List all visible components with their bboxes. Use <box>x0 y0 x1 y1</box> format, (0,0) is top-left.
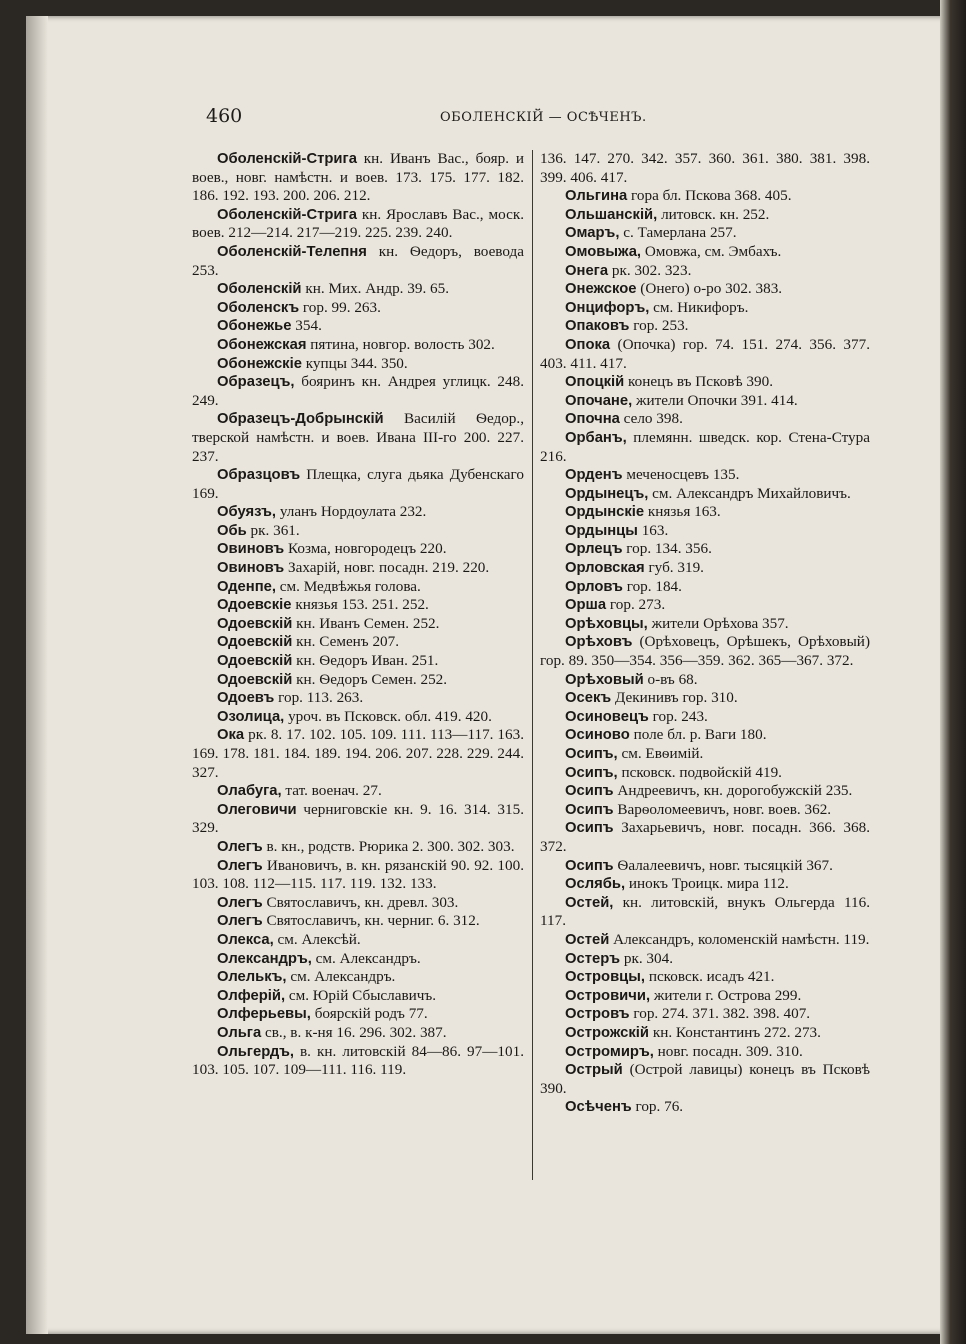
entry-headword: Олександръ, <box>217 950 312 967</box>
entry-text: см. Медвѣжья голова. <box>275 577 421 595</box>
index-entry <box>540 782 870 801</box>
entry-text: черниговскіе кн. 9. 16. 314. 315. 329. <box>192 800 524 837</box>
entry-headword: Оболенскъ <box>217 299 300 316</box>
index-entry <box>192 950 524 969</box>
index-entry <box>540 596 870 615</box>
index-entry <box>540 262 870 281</box>
entry-headword: Одоевскіе <box>217 597 292 614</box>
index-entry <box>192 968 524 987</box>
entry-text: князья 163. <box>644 503 721 521</box>
entry-text: Плещка, слуга дьяка Дубенскаго 169. <box>192 466 524 502</box>
entry-text: рк. 304. <box>620 949 673 967</box>
index-entry <box>540 150 870 187</box>
entry-text: Варѳоломеевичъ, новг. воев. 362. <box>613 800 832 818</box>
entry-text: Козма, новгородецъ 220. <box>284 540 447 558</box>
entry-text: купцы 344. 350. <box>301 354 408 372</box>
entry-headword: Оболенскій-Стрига <box>217 151 357 167</box>
index-entry <box>192 578 524 597</box>
entry-headword: Острый <box>565 1062 623 1079</box>
entry-headword: Овиновъ <box>217 560 285 577</box>
index-entry <box>192 1043 524 1080</box>
entry-headword: Осѣченъ <box>565 1099 632 1116</box>
entry-text: Ивановичъ, в. кн. рязанскій 90. 92. 100. 103. 108. 112—115. 117. 119. 132. 133. <box>192 856 524 893</box>
entry-text: см. Юрій Сбыславичъ. <box>285 986 437 1004</box>
index-entry <box>192 243 524 280</box>
entry-headword: Олферьевы, <box>217 1006 311 1023</box>
index-entry <box>540 875 870 894</box>
entry-headword: Опоцкій <box>565 374 625 391</box>
entry-text: жители Орѣхова 357. <box>647 614 789 632</box>
entry-headword: Обь <box>217 522 247 539</box>
index-entry <box>540 1024 870 1043</box>
entry-text: Захарьевичъ, новг. посадн. 366. 368. 372. <box>540 819 870 855</box>
entry-text: св., в. к-ня 16. 296. 302. 387. <box>261 1023 447 1041</box>
entry-headword: Образцовъ <box>217 467 301 484</box>
index-entry <box>192 801 524 838</box>
entry-text: кн. Ѳедоръ, воевода 253. <box>192 242 524 279</box>
entry-headword: Образецъ, <box>217 374 295 391</box>
entry-text: см. Александръ. <box>311 949 421 967</box>
index-entry <box>192 503 524 522</box>
entry-headword: Ока <box>217 727 245 744</box>
index-entry <box>540 931 870 950</box>
entry-headword: Одоевъ <box>217 690 275 707</box>
index-entry <box>540 633 870 670</box>
entry-text: 354. <box>291 317 322 335</box>
entry-text: рк. 361. <box>246 521 300 539</box>
entry-text: гор. 134. 356. <box>622 540 712 558</box>
entry-text: в. кн., родств. Рюрика 2. 300. 302. 303. <box>262 837 515 855</box>
entry-text: гор. 99. 263. <box>299 298 381 316</box>
entry-text: гор. 76. <box>631 1098 684 1116</box>
entry-text: с. Тамерлана 257. <box>619 224 737 242</box>
entry-headword: Омовыжа, <box>565 243 642 260</box>
index-entry <box>540 764 870 783</box>
entry-headword: Орѣховый <box>565 671 644 688</box>
index-entry <box>192 206 524 243</box>
index-entry <box>192 410 524 466</box>
entry-headword: Одоевскій <box>217 671 293 688</box>
entry-text: литовск. кн. 252. <box>657 205 770 223</box>
entry-text: боярскій родъ 77. <box>310 1005 428 1023</box>
entry-headword: Осиновецъ <box>565 708 649 725</box>
entry-headword: Острожскій <box>565 1024 650 1041</box>
right-column <box>540 150 870 1117</box>
entry-headword: Олферій, <box>217 987 286 1004</box>
entry-text: кн. Иванъ Вас., бояр. и воев., новг. намѣстн. и воев. 173. 175. 177. 182. 186. 192. 193. 200. 206. 212. <box>192 150 524 205</box>
entry-text: Декинивъ гор. 310. <box>611 689 738 707</box>
entry-text: конецъ въ Псковѣ 390. <box>624 373 773 391</box>
book-spine-edge <box>940 0 966 1344</box>
index-entry <box>192 633 524 652</box>
index-entry <box>540 950 870 969</box>
entry-headword: Ослябь, <box>565 876 626 893</box>
entry-headword: Оденпе, <box>217 578 276 595</box>
entry-headword: Олегъ <box>217 913 263 930</box>
entry-text: бояринъ кн. Андрея углицк. 248. 249. <box>192 373 524 409</box>
index-entry <box>192 615 524 634</box>
entry-text: кн. Ѳедоръ Иван. 251. <box>292 652 439 670</box>
entry-headword: Ордынцы <box>565 522 638 539</box>
left-column <box>192 150 524 1080</box>
index-entry <box>540 522 870 541</box>
entry-headword: Осиново <box>565 727 630 744</box>
entry-headword: Ольшанскій, <box>565 206 658 223</box>
entry-headword: Остей <box>565 931 610 948</box>
entry-text: село 398. <box>619 410 683 428</box>
index-entry <box>540 857 870 876</box>
entry-text: меченосцевъ 135. <box>622 466 740 484</box>
entry-headword: Осипъ, <box>565 764 618 781</box>
running-head: ОБОЛЕНСКІЙ — ОСѢЧЕНЪ. <box>440 110 647 125</box>
index-entry <box>192 466 524 503</box>
entry-text: гор. 253. <box>629 317 689 335</box>
index-entry <box>192 355 524 374</box>
index-entry <box>540 373 870 392</box>
index-entry <box>192 782 524 801</box>
entry-text: жители г. Острова 299. <box>650 986 802 1004</box>
entry-headword: Орловская <box>565 560 645 577</box>
index-entry <box>192 689 524 708</box>
index-entry <box>540 485 870 504</box>
entry-text: Ѳалалеевичъ, новг. тысяцкій 367. <box>613 856 833 874</box>
entry-text: Александръ, коломенскій намѣстн. 119. <box>609 930 870 948</box>
entry-text: кн. Иванъ Семен. 252. <box>292 614 440 632</box>
index-entry <box>540 540 870 559</box>
entry-text: гор. 273. <box>606 596 666 614</box>
entry-headword: Онцифоръ, <box>565 299 650 316</box>
entry-headword: Остей, <box>565 894 614 911</box>
entry-headword: Ольгердъ, <box>217 1043 294 1060</box>
index-entry <box>540 1043 870 1062</box>
entry-headword: Орденъ <box>565 467 623 484</box>
entry-headword: Олабуга, <box>217 783 282 800</box>
entry-headword: Одоевскій <box>217 634 293 651</box>
entry-headword: Олегъ <box>217 838 263 855</box>
index-entry <box>192 708 524 727</box>
index-entry <box>540 801 870 820</box>
entry-headword: Оболенскій-Стрига <box>217 206 357 223</box>
index-entry <box>540 206 870 225</box>
entry-text: гор. 113. 263. <box>274 689 364 707</box>
index-entry <box>540 689 870 708</box>
index-entry <box>540 187 870 206</box>
index-entry <box>192 652 524 671</box>
entry-headword: Онега <box>565 262 609 279</box>
entry-headword: Обонежская <box>217 336 307 353</box>
index-entry <box>192 280 524 299</box>
entry-headword: Ольгина <box>565 188 628 205</box>
entry-text: (Острой лавицы) конецъ въ Псковѣ 390. <box>540 1061 870 1097</box>
entry-text: кн. Ярославъ Вас., моск. воев. 212—214. 217—219. 225. 239. 240. <box>192 205 524 242</box>
index-entry <box>192 373 524 410</box>
entry-text: пятина, новгор. волость 302. <box>306 335 495 353</box>
entry-text: (Онего) о-ро 302. 383. <box>636 280 783 298</box>
entry-text: инокъ Троицк. мира 112. <box>625 875 789 893</box>
index-entry <box>540 224 870 243</box>
entry-headword: Орша <box>565 597 607 614</box>
entry-headword: Осипъ <box>565 820 614 837</box>
entry-headword: Орбанъ, <box>565 429 627 446</box>
entry-headword: Опаковъ <box>565 318 630 335</box>
entry-text: новг. посадн. 309. 310. <box>653 1042 803 1060</box>
entry-headword: Онежское <box>565 281 637 298</box>
index-entry <box>540 429 870 466</box>
entry-headword: Опочане, <box>565 392 633 409</box>
entry-text: князья 153. 251. 252. <box>291 596 429 614</box>
index-entry <box>192 894 524 913</box>
entry-headword: Опочна <box>565 411 620 428</box>
index-entry <box>192 1024 524 1043</box>
index-entry <box>540 578 870 597</box>
entry-text: см. Евѳимій. <box>617 745 704 762</box>
entry-headword: Олекса, <box>217 931 274 948</box>
entry-text: см. Александръ Михайловичъ. <box>648 484 851 502</box>
index-entry <box>192 912 524 931</box>
entry-headword: Остромиръ, <box>565 1043 654 1060</box>
entry-headword: Оболенскій-Телепня <box>217 243 367 260</box>
entry-headword: Ордынскіе <box>565 504 645 521</box>
index-entry <box>192 559 524 578</box>
index-entry <box>192 838 524 857</box>
index-entry <box>192 596 524 615</box>
entry-text: кн. Ѳедоръ Семен. 252. <box>292 670 448 688</box>
index-entry <box>192 726 524 782</box>
entry-text: поле бл. р. Ваги 180. <box>629 726 767 744</box>
index-entry <box>540 1005 870 1024</box>
entry-text: гор. 274. 371. 382. 398. 407. <box>629 1005 811 1023</box>
index-entry <box>192 671 524 690</box>
entry-headword: Обонежье <box>217 318 292 335</box>
entry-text: см. Алексѣй. <box>273 930 361 948</box>
index-entry <box>540 410 870 429</box>
entry-text: псковск. подвойскій 419. <box>617 763 782 781</box>
entry-headword: Олелькъ, <box>217 969 287 986</box>
entry-headword: Обонежскіе <box>217 355 302 372</box>
index-entry <box>540 745 870 764</box>
entry-text: псковск. исадъ 421. <box>645 968 775 986</box>
index-entry <box>540 243 870 262</box>
entry-headword: Остеръ <box>565 950 621 967</box>
index-entry <box>540 299 870 318</box>
index-entry <box>540 615 870 634</box>
index-entry <box>540 1098 870 1117</box>
index-entry <box>192 150 524 206</box>
entry-text: кн. литовскій, внукъ Ольгерда 116. 117. <box>540 893 870 930</box>
entry-headword: Одоевскій <box>217 653 293 670</box>
entry-headword: Островъ <box>565 1006 630 1023</box>
entry-headword: Орѣховъ <box>565 634 633 651</box>
index-entry <box>540 987 870 1006</box>
index-entry <box>540 726 870 745</box>
entry-text: Омовжа, см. Эмбахъ. <box>641 242 782 260</box>
entry-headword: Осипъ <box>565 857 614 874</box>
entry-headword: Оболенскій <box>217 281 302 298</box>
entry-text: (Опочка) гор. 74. 151. 274. 356. 377. 403. 411. 417. <box>540 335 870 372</box>
index-entry <box>192 931 524 950</box>
entry-headword: Одоевскій <box>217 615 293 632</box>
entry-text: рк. 302. 323. <box>608 261 692 279</box>
entry-headword: Орѣховцы, <box>565 615 648 632</box>
entry-headword: Осипъ <box>565 801 614 818</box>
column-divider <box>532 150 533 1180</box>
index-entry <box>192 540 524 559</box>
entry-text: в. кн. литовскій 84—86. 97—101. 103. 105. 107. 109—111. 116. 119. <box>192 1042 524 1079</box>
entry-text: о-въ 68. <box>643 670 698 688</box>
entry-headword: Обуязъ, <box>217 504 277 521</box>
entry-headword: Орлецъ <box>565 541 623 558</box>
entry-headword: Олегъ <box>217 857 263 874</box>
entry-headword: Ордынецъ, <box>565 485 649 502</box>
entry-headword: Омаръ, <box>565 225 620 242</box>
entry-text: рк. 8. 17. 102. 105. 109. 111. 113—117. 163. 169. 178. 181. 184. 189. 194. 206. 207. 228. 229. 244. 327. <box>192 726 524 781</box>
entry-text: жители Опочки 391. 414. <box>632 391 798 409</box>
index-entry <box>540 968 870 987</box>
entry-text: см. Никифоръ. <box>649 298 749 316</box>
entry-text: Андреевичъ, кн. дорогобужскій 235. <box>613 782 853 800</box>
page-number: 460 <box>206 105 243 127</box>
entry-text: Василій Ѳедор., тверской намѣстн. и воев. Ивана III-го 200. 227. 237. <box>192 410 524 465</box>
entry-headword: Ольга <box>217 1024 262 1041</box>
entry-text: гор. 184. <box>622 577 682 595</box>
index-entry <box>540 671 870 690</box>
entry-text: Захарій, новг. посадн. 219. 220. <box>284 559 490 577</box>
entry-text: Святославичъ, кн. черниг. 6. 312. <box>262 912 480 930</box>
entry-text: уроч. въ Псковск. обл. 419. 420. <box>284 707 492 725</box>
entry-text: губ. 319. <box>644 559 704 577</box>
index-entry <box>192 857 524 894</box>
index-entry <box>192 299 524 318</box>
entry-text: (Орѣховецъ, Орѣшекъ, Орѣховый) гор. 89. 350—354. 356—359. 362. 365—367. 372. <box>540 633 870 670</box>
index-entry <box>192 522 524 541</box>
entry-headword: Олеговичи <box>217 801 297 818</box>
entry-headword: Островцы, <box>565 969 646 986</box>
entry-text: кн. Мих. Андр. 39. 65. <box>301 280 450 298</box>
entry-text: 136. 147. 270. 342. 357. 360. 361. 380. 381. 398. 399. 406. 417. <box>540 150 870 186</box>
index-entry <box>540 503 870 522</box>
index-entry <box>540 1061 870 1098</box>
entry-headword: Осипъ, <box>565 746 618 762</box>
entry-text: гор. 243. <box>648 707 708 725</box>
entry-text: уланъ Нордоулата 232. <box>276 503 427 521</box>
entry-headword: Орловъ <box>565 578 623 595</box>
entry-text: Святославичъ, кн. древл. 303. <box>262 893 459 911</box>
index-entry <box>192 336 524 355</box>
index-entry <box>192 317 524 336</box>
index-entry <box>540 466 870 485</box>
entry-text: кн. Константинъ 272. 273. <box>649 1023 821 1041</box>
page-header <box>0 105 966 133</box>
entry-text: гора бл. Пскова 368. 405. <box>627 187 792 205</box>
entry-headword: Озолица, <box>217 708 285 725</box>
entry-text: см. Александръ. <box>286 968 396 986</box>
index-entry <box>192 987 524 1006</box>
index-entry <box>540 559 870 578</box>
entry-headword: Овиновъ <box>217 541 285 558</box>
index-entry <box>540 317 870 336</box>
entry-text: кн. Семенъ 207. <box>292 633 400 651</box>
entry-headword: Олегъ <box>217 894 263 911</box>
index-entry <box>540 708 870 727</box>
index-entry <box>540 819 870 856</box>
entry-text: тат. военач. 27. <box>281 782 382 800</box>
entry-headword: Осипъ <box>565 783 614 800</box>
entry-headword: Островичи, <box>565 987 651 1004</box>
entry-text: 163. <box>637 521 669 539</box>
index-entry <box>540 392 870 411</box>
index-entry <box>540 336 870 373</box>
entry-headword: Образецъ-Добрынскій <box>217 411 384 428</box>
index-entry <box>192 1005 524 1024</box>
entry-headword: Осекъ <box>565 690 612 707</box>
entry-text: племянн. шведск. кор. Стена-Стура 216. <box>540 428 870 465</box>
index-entry <box>540 280 870 299</box>
index-entry <box>540 894 870 931</box>
entry-headword: Опока <box>565 336 611 353</box>
